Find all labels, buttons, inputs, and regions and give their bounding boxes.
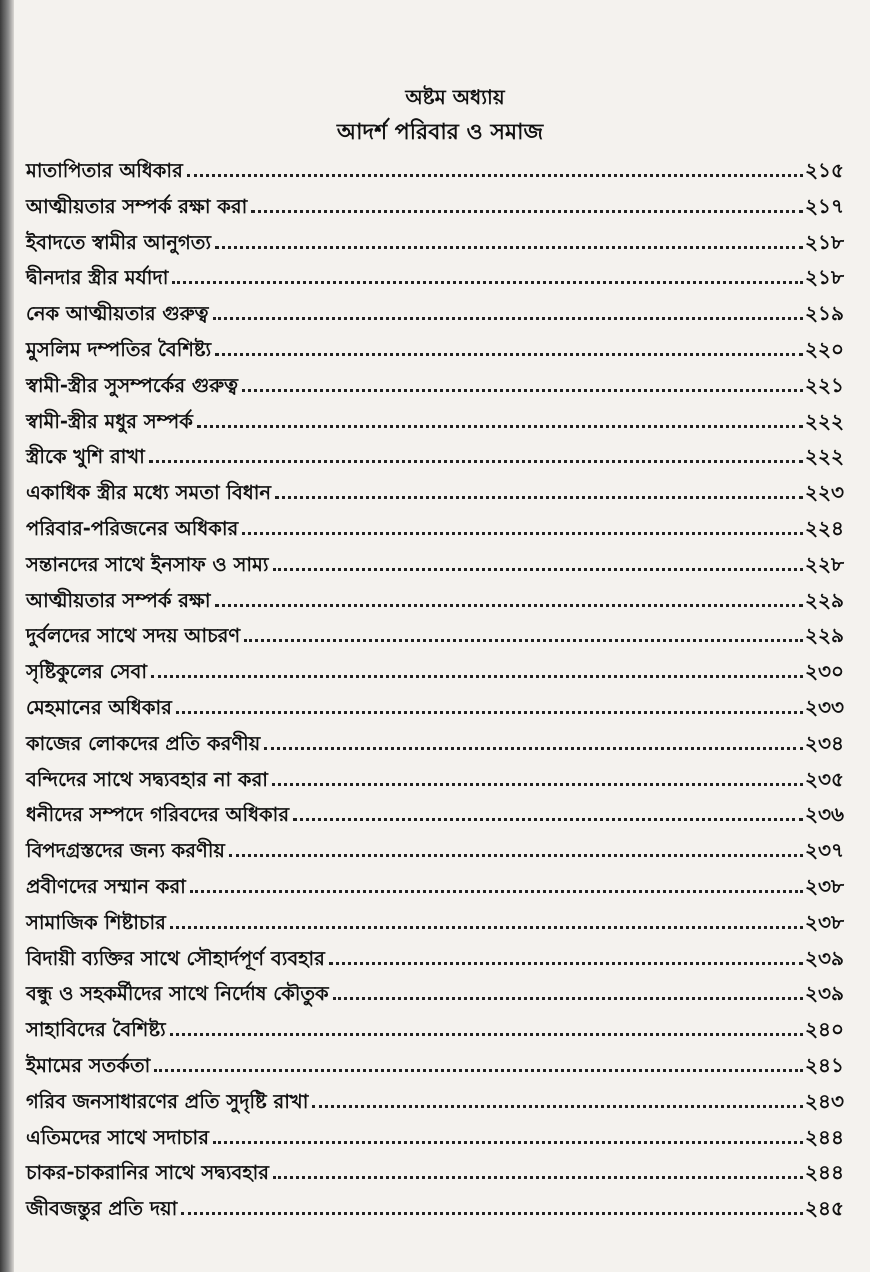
toc-entry-title: সামাজিক শিষ্টাচার — [26, 910, 166, 934]
toc-entry-page: ২১৫ — [805, 158, 844, 182]
toc-entry — [26, 478, 844, 514]
toc-entry — [26, 514, 844, 550]
toc-entry — [26, 156, 844, 192]
dot-leader — [251, 210, 803, 213]
dot-leader — [170, 1033, 803, 1036]
dot-leader — [149, 460, 803, 463]
chapter-number: অষ্টম অধ্যায় — [405, 85, 505, 109]
toc-entry — [26, 979, 844, 1015]
toc-entry-page: ২২২ — [804, 444, 844, 469]
toc-entry-title: বন্ধু ও সহকর্মীদের সাথে নির্দোষ কৌতুক — [26, 982, 329, 1006]
toc-entry-title: প্রবীণদের সম্মান করা — [26, 874, 186, 898]
toc-entry — [26, 586, 844, 622]
toc-entry — [26, 299, 844, 335]
dot-leader — [273, 1176, 803, 1179]
toc-entry-page: ২৪১ — [805, 1052, 844, 1077]
dot-leader — [190, 890, 803, 893]
dot-leader — [181, 1212, 803, 1215]
dot-leader — [244, 639, 803, 642]
toc-entry — [26, 800, 844, 836]
toc-entry-title: সৃষ্টিকুলের সেবা — [26, 660, 147, 684]
toc-entry-title: গরিব জনসাধারণের প্রতি সুদৃষ্টি রাখা — [26, 1089, 309, 1113]
toc-entry-title: একাধিক স্ত্রীর মধ্যে সমতা বিধান — [26, 481, 272, 505]
dot-leader — [172, 281, 803, 284]
dot-leader — [176, 711, 803, 714]
toc-entry — [26, 1194, 844, 1230]
toc-entry-title: এতিমদের সাথে সদাচার — [26, 1125, 209, 1149]
toc-entry-title: ইমামের সতর্কতা — [26, 1053, 151, 1077]
toc-entry — [26, 872, 844, 908]
toc-entry-page: ২২৪ — [805, 515, 844, 540]
dot-leader — [215, 353, 803, 356]
toc-entry-title: স্বামী-স্ত্রীর সুসম্পর্কের গুরুত্ব — [26, 373, 239, 397]
table-of-contents — [26, 156, 844, 1230]
toc-entry-page: ২১৯ — [805, 301, 844, 326]
chapter-title: আদর্শ পরিবার ও সমাজ — [336, 120, 544, 145]
dot-leader — [293, 818, 803, 821]
toc-entry-title: দুর্বলদের সাথে সদয় আচরণ — [26, 624, 241, 648]
toc-entry — [26, 550, 844, 586]
toc-entry-title: বিপদগ্রস্তদের জন্য করণীয় — [26, 839, 225, 863]
toc-entry-page: ২৪৩ — [805, 1088, 844, 1113]
toc-entry-page: ২৩৬ — [804, 802, 844, 827]
toc-entry-title: জীবজন্তুর প্রতি দয়া — [26, 1197, 178, 1221]
toc-entry-page: ২২৮ — [805, 551, 844, 576]
toc-entry — [26, 263, 844, 299]
toc-entry — [26, 407, 844, 443]
dot-leader — [187, 174, 803, 177]
toc-entry — [26, 335, 844, 371]
toc-entry — [26, 693, 844, 729]
toc-entry — [26, 192, 844, 228]
toc-entry-title: নেক আত্মীয়তার গুরুত্ব — [26, 302, 209, 326]
dot-leader — [264, 747, 803, 750]
toc-entry-title: স্ত্রীকে খুশি রাখা — [26, 445, 145, 469]
toc-entry — [26, 371, 844, 407]
toc-entry-title: আত্মীয়তার সম্পর্ক রক্ষা করা — [26, 194, 248, 218]
toc-entry-title: দ্বীনদার স্ত্রীর মর্যাদা — [26, 266, 169, 290]
dot-leader — [273, 568, 803, 571]
toc-entry-page: ২৩৯ — [805, 945, 844, 970]
toc-entry — [26, 1051, 844, 1087]
toc-entry-title: বিদায়ী ব্যক্তির সাথে সৌহার্দপূর্ণ ব্যবহার — [26, 946, 325, 970]
toc-entry — [26, 729, 844, 765]
toc-entry-title: মুসলিম দম্পতির বৈশিষ্ট্য — [26, 337, 212, 361]
toc-entry — [26, 908, 844, 944]
toc-entry-page: ২৩৫ — [805, 766, 844, 791]
toc-entry-title: ধনীদের সম্পদে গরিবদের অধিকার — [26, 803, 290, 827]
toc-entry-page: ২৩০ — [804, 659, 844, 684]
toc-entry — [26, 621, 844, 657]
toc-entry — [26, 442, 844, 478]
toc-entry-page: ২১৮ — [805, 265, 844, 290]
toc-entry — [26, 1015, 844, 1051]
toc-entry-title: ইবাদতে স্বামীর আনুগত্য — [26, 230, 212, 254]
toc-entry-title: মাতাপিতার অধিকার — [26, 159, 183, 182]
toc-entry-page: ২৩৩ — [804, 694, 844, 719]
dot-leader — [215, 246, 803, 249]
toc-entry-page: ২২৯ — [805, 587, 844, 612]
toc-entry — [26, 657, 844, 693]
dot-leader — [154, 1069, 803, 1072]
toc-entry-page: ২১৮ — [805, 229, 844, 254]
toc-entry-page: ২২১ — [805, 372, 844, 397]
book-spine-shadow — [0, 0, 14, 1272]
toc-entry — [26, 836, 844, 872]
toc-entry-title: সন্তানদের সাথে ইনসাফ ও সাম্য — [26, 552, 269, 576]
dot-leader — [197, 425, 803, 428]
toc-entry-page: ২২৯ — [805, 623, 844, 648]
dot-leader — [229, 854, 803, 857]
toc-entry — [26, 228, 844, 264]
toc-entry-page: ২৪০ — [805, 1017, 844, 1042]
toc-entry-page: ২২৩ — [804, 480, 844, 505]
dot-leader — [242, 532, 803, 535]
toc-entry-title: বন্দিদের সাথে সদ্ব্যবহার না করা — [26, 767, 268, 791]
chapter-header — [0, 82, 870, 150]
dot-leader — [312, 1105, 803, 1108]
dot-leader — [213, 317, 804, 320]
toc-entry-page: ২১৭ — [805, 193, 844, 218]
toc-entry-page: ২৪৫ — [805, 1196, 844, 1221]
toc-entry — [26, 1158, 844, 1194]
toc-entry-page: ২৪৪ — [805, 1124, 844, 1149]
toc-entry — [26, 1123, 844, 1159]
toc-entry-page: ২৩৮ — [805, 909, 844, 934]
dot-leader — [170, 926, 803, 929]
dot-leader — [329, 962, 803, 965]
dot-leader — [151, 675, 803, 678]
toc-entry-page: ২২০ — [804, 336, 844, 361]
dot-leader — [213, 1141, 803, 1144]
toc-entry-title: চাকর-চাকরানির সাথে সদ্ব্যবহার — [26, 1161, 269, 1185]
toc-entry-title: সাহাবিদের বৈশিষ্ট্য — [26, 1018, 166, 1042]
dot-leader — [215, 604, 804, 607]
toc-entry-title: কাজের লোকদের প্রতি করণীয় — [26, 731, 261, 755]
toc-entry-page: ২৩৪ — [805, 730, 844, 755]
toc-entry-title: মেহমানের অধিকার — [26, 695, 172, 719]
toc-entry — [26, 1087, 844, 1123]
toc-entry — [26, 765, 844, 801]
toc-entry-page: ২৩৭ — [804, 838, 844, 863]
toc-entry-title: আত্মীয়তার সম্পর্ক রক্ষা — [26, 588, 211, 612]
dot-leader — [242, 389, 803, 392]
dot-leader — [333, 997, 803, 1000]
toc-entry-page: ২৩৯ — [805, 981, 844, 1006]
toc-entry-page: ২২২ — [804, 408, 844, 433]
toc-entry — [26, 944, 844, 980]
toc-entry-title: স্বামী-স্ত্রীর মধুর সম্পর্ক — [26, 409, 193, 433]
toc-entry-page: ২৪৪ — [805, 1160, 844, 1185]
toc-entry-title: পরিবার-পরিজনের অধিকার — [26, 516, 239, 540]
toc-entry-page: ২৩৮ — [805, 873, 844, 898]
dot-leader — [275, 496, 803, 499]
dot-leader — [272, 783, 803, 786]
